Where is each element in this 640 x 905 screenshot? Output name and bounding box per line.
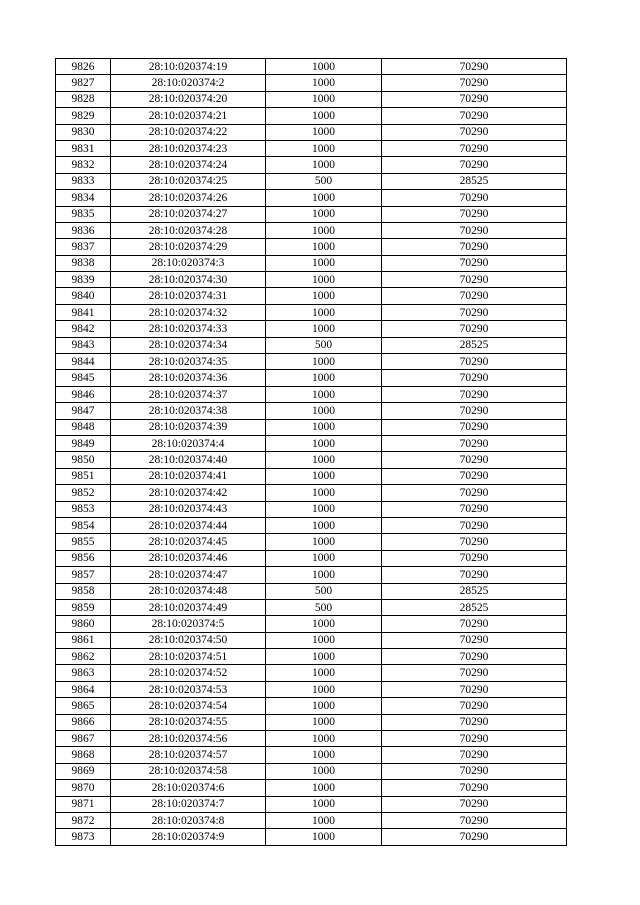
row-number-cell: 9826 xyxy=(56,59,111,75)
cadastral-number-cell: 28:10:020374:4 xyxy=(111,435,266,451)
area-cell: 1000 xyxy=(266,550,382,566)
area-cell: 1000 xyxy=(266,75,382,91)
value-cell: 70290 xyxy=(382,206,567,222)
area-cell: 1000 xyxy=(266,288,382,304)
area-cell: 1000 xyxy=(266,763,382,779)
area-cell: 1000 xyxy=(266,370,382,386)
row-number-cell: 9866 xyxy=(56,714,111,730)
area-cell: 1000 xyxy=(266,796,382,812)
cadastral-number-cell: 28:10:020374:40 xyxy=(111,452,266,468)
cadastral-number-cell: 28:10:020374:49 xyxy=(111,599,266,615)
area-cell: 1000 xyxy=(266,649,382,665)
table-row xyxy=(56,649,567,665)
value-cell: 70290 xyxy=(382,747,567,763)
table-row xyxy=(56,468,567,484)
area-cell: 1000 xyxy=(266,616,382,632)
cadastral-number-cell: 28:10:020374:20 xyxy=(111,91,266,107)
area-cell: 1000 xyxy=(266,190,382,206)
value-cell: 70290 xyxy=(382,108,567,124)
value-cell: 70290 xyxy=(382,403,567,419)
row-number-cell: 9831 xyxy=(56,140,111,156)
cadastral-number-cell: 28:10:020374:55 xyxy=(111,714,266,730)
row-number-cell: 9840 xyxy=(56,288,111,304)
row-number-cell: 9844 xyxy=(56,354,111,370)
table-row xyxy=(56,632,567,648)
area-cell: 1000 xyxy=(266,452,382,468)
area-cell: 1000 xyxy=(266,124,382,140)
table-row xyxy=(56,354,567,370)
value-cell: 70290 xyxy=(382,59,567,75)
area-cell: 1000 xyxy=(266,140,382,156)
cadastral-number-cell: 28:10:020374:42 xyxy=(111,485,266,501)
table-row xyxy=(56,698,567,714)
row-number-cell: 9841 xyxy=(56,304,111,320)
row-number-cell: 9843 xyxy=(56,337,111,353)
value-cell: 70290 xyxy=(382,222,567,238)
value-cell: 70290 xyxy=(382,435,567,451)
value-cell: 70290 xyxy=(382,780,567,796)
row-number-cell: 9832 xyxy=(56,157,111,173)
row-number-cell: 9852 xyxy=(56,485,111,501)
area-cell: 1000 xyxy=(266,780,382,796)
area-cell: 1000 xyxy=(266,304,382,320)
table-row xyxy=(56,485,567,501)
row-number-cell: 9850 xyxy=(56,452,111,468)
row-number-cell: 9833 xyxy=(56,173,111,189)
row-number-cell: 9827 xyxy=(56,75,111,91)
table-row xyxy=(56,206,567,222)
area-cell: 500 xyxy=(266,583,382,599)
cadastral-number-cell: 28:10:020374:41 xyxy=(111,468,266,484)
area-cell: 1000 xyxy=(266,501,382,517)
value-cell: 70290 xyxy=(382,452,567,468)
row-number-cell: 9870 xyxy=(56,780,111,796)
cadastral-number-cell: 28:10:020374:43 xyxy=(111,501,266,517)
area-cell: 1000 xyxy=(266,206,382,222)
table-row xyxy=(56,59,567,75)
row-number-cell: 9855 xyxy=(56,534,111,550)
area-cell: 1000 xyxy=(266,632,382,648)
cadastral-number-cell: 28:10:020374:51 xyxy=(111,649,266,665)
area-cell: 1000 xyxy=(266,812,382,828)
area-cell: 1000 xyxy=(266,468,382,484)
cadastral-number-cell: 28:10:020374:5 xyxy=(111,616,266,632)
cadastral-number-cell: 28:10:020374:25 xyxy=(111,173,266,189)
cadastral-number-cell: 28:10:020374:44 xyxy=(111,517,266,533)
value-cell: 28525 xyxy=(382,337,567,353)
area-cell: 1000 xyxy=(266,91,382,107)
area-cell: 500 xyxy=(266,337,382,353)
value-cell: 70290 xyxy=(382,124,567,140)
cadastral-number-cell: 28:10:020374:32 xyxy=(111,304,266,320)
value-cell: 70290 xyxy=(382,288,567,304)
row-number-cell: 9835 xyxy=(56,206,111,222)
table-row xyxy=(56,337,567,353)
value-cell: 70290 xyxy=(382,419,567,435)
value-cell: 70290 xyxy=(382,829,567,845)
row-number-cell: 9847 xyxy=(56,403,111,419)
value-cell: 70290 xyxy=(382,534,567,550)
row-number-cell: 9846 xyxy=(56,386,111,402)
area-cell: 1000 xyxy=(266,485,382,501)
value-cell: 70290 xyxy=(382,91,567,107)
table-row xyxy=(56,829,567,845)
area-cell: 1000 xyxy=(266,567,382,583)
value-cell: 70290 xyxy=(382,255,567,271)
cadastral-number-cell: 28:10:020374:9 xyxy=(111,829,266,845)
area-cell: 1000 xyxy=(266,534,382,550)
row-number-cell: 9871 xyxy=(56,796,111,812)
table-row xyxy=(56,550,567,566)
row-number-cell: 9867 xyxy=(56,731,111,747)
table-row xyxy=(56,517,567,533)
area-cell: 1000 xyxy=(266,698,382,714)
area-cell: 1000 xyxy=(266,665,382,681)
cadastral-number-cell: 28:10:020374:50 xyxy=(111,632,266,648)
table-row xyxy=(56,681,567,697)
value-cell: 70290 xyxy=(382,485,567,501)
cadastral-number-cell: 28:10:020374:2 xyxy=(111,75,266,91)
row-number-cell: 9845 xyxy=(56,370,111,386)
row-number-cell: 9834 xyxy=(56,190,111,206)
row-number-cell: 9839 xyxy=(56,272,111,288)
row-number-cell: 9864 xyxy=(56,681,111,697)
value-cell: 70290 xyxy=(382,140,567,156)
cadastral-number-cell: 28:10:020374:30 xyxy=(111,272,266,288)
cadastral-number-cell: 28:10:020374:33 xyxy=(111,321,266,337)
cadastral-number-cell: 28:10:020374:48 xyxy=(111,583,266,599)
cadastral-number-cell: 28:10:020374:47 xyxy=(111,567,266,583)
area-cell: 1000 xyxy=(266,321,382,337)
cadastral-number-cell: 28:10:020374:29 xyxy=(111,239,266,255)
table-row xyxy=(56,288,567,304)
area-cell: 1000 xyxy=(266,108,382,124)
table-body xyxy=(56,59,567,846)
table-row xyxy=(56,714,567,730)
value-cell: 70290 xyxy=(382,567,567,583)
area-cell: 1000 xyxy=(266,403,382,419)
area-cell: 1000 xyxy=(266,386,382,402)
cadastral-number-cell: 28:10:020374:27 xyxy=(111,206,266,222)
table-row xyxy=(56,255,567,271)
cadastral-number-cell: 28:10:020374:53 xyxy=(111,681,266,697)
value-cell: 70290 xyxy=(382,812,567,828)
cadastral-number-cell: 28:10:020374:21 xyxy=(111,108,266,124)
table-row xyxy=(56,534,567,550)
table-row xyxy=(56,452,567,468)
table-row xyxy=(56,763,567,779)
area-cell: 1000 xyxy=(266,435,382,451)
area-cell: 1000 xyxy=(266,157,382,173)
row-number-cell: 9848 xyxy=(56,419,111,435)
cadastral-number-cell: 28:10:020374:23 xyxy=(111,140,266,156)
table-row xyxy=(56,173,567,189)
row-number-cell: 9861 xyxy=(56,632,111,648)
cadastral-number-cell: 28:10:020374:19 xyxy=(111,59,266,75)
cadastral-number-cell: 28:10:020374:58 xyxy=(111,763,266,779)
value-cell: 28525 xyxy=(382,583,567,599)
table-row xyxy=(56,321,567,337)
row-number-cell: 9872 xyxy=(56,812,111,828)
table-row xyxy=(56,108,567,124)
table-row xyxy=(56,747,567,763)
row-number-cell: 9856 xyxy=(56,550,111,566)
value-cell: 70290 xyxy=(382,698,567,714)
cadastral-number-cell: 28:10:020374:3 xyxy=(111,255,266,271)
cadastral-number-cell: 28:10:020374:28 xyxy=(111,222,266,238)
table-row xyxy=(56,501,567,517)
row-number-cell: 9842 xyxy=(56,321,111,337)
value-cell: 70290 xyxy=(382,370,567,386)
area-cell: 1000 xyxy=(266,272,382,288)
area-cell: 1000 xyxy=(266,829,382,845)
table-row xyxy=(56,124,567,140)
value-cell: 70290 xyxy=(382,239,567,255)
value-cell: 70290 xyxy=(382,763,567,779)
area-cell: 1000 xyxy=(266,747,382,763)
row-number-cell: 9868 xyxy=(56,747,111,763)
value-cell: 70290 xyxy=(382,681,567,697)
table-row xyxy=(56,665,567,681)
cadastral-number-cell: 28:10:020374:54 xyxy=(111,698,266,714)
cadastral-number-cell: 28:10:020374:26 xyxy=(111,190,266,206)
row-number-cell: 9873 xyxy=(56,829,111,845)
table-row xyxy=(56,780,567,796)
area-cell: 500 xyxy=(266,599,382,615)
row-number-cell: 9830 xyxy=(56,124,111,140)
value-cell: 70290 xyxy=(382,190,567,206)
row-number-cell: 9869 xyxy=(56,763,111,779)
value-cell: 70290 xyxy=(382,304,567,320)
table-row xyxy=(56,731,567,747)
row-number-cell: 9857 xyxy=(56,567,111,583)
row-number-cell: 9862 xyxy=(56,649,111,665)
table-row xyxy=(56,812,567,828)
table-row xyxy=(56,435,567,451)
area-cell: 1000 xyxy=(266,419,382,435)
area-cell: 1000 xyxy=(266,239,382,255)
cadastral-number-cell: 28:10:020374:52 xyxy=(111,665,266,681)
table-row xyxy=(56,419,567,435)
table-row xyxy=(56,567,567,583)
table-row xyxy=(56,386,567,402)
value-cell: 70290 xyxy=(382,550,567,566)
value-cell: 28525 xyxy=(382,173,567,189)
cadastral-number-cell: 28:10:020374:37 xyxy=(111,386,266,402)
cadastral-number-cell: 28:10:020374:36 xyxy=(111,370,266,386)
row-number-cell: 9837 xyxy=(56,239,111,255)
table-row xyxy=(56,75,567,91)
row-number-cell: 9836 xyxy=(56,222,111,238)
cadastral-number-cell: 28:10:020374:8 xyxy=(111,812,266,828)
cadastral-number-cell: 28:10:020374:24 xyxy=(111,157,266,173)
value-cell: 70290 xyxy=(382,796,567,812)
value-cell: 70290 xyxy=(382,731,567,747)
table-row xyxy=(56,222,567,238)
value-cell: 70290 xyxy=(382,714,567,730)
value-cell: 70290 xyxy=(382,517,567,533)
table-row xyxy=(56,403,567,419)
row-number-cell: 9838 xyxy=(56,255,111,271)
table-row xyxy=(56,599,567,615)
cadastral-number-cell: 28:10:020374:38 xyxy=(111,403,266,419)
row-number-cell: 9854 xyxy=(56,517,111,533)
value-cell: 70290 xyxy=(382,616,567,632)
cadastral-number-cell: 28:10:020374:34 xyxy=(111,337,266,353)
table-row xyxy=(56,370,567,386)
data-table xyxy=(55,58,567,846)
table-row xyxy=(56,91,567,107)
row-number-cell: 9853 xyxy=(56,501,111,517)
area-cell: 1000 xyxy=(266,354,382,370)
value-cell: 70290 xyxy=(382,501,567,517)
value-cell: 70290 xyxy=(382,386,567,402)
area-cell: 500 xyxy=(266,173,382,189)
value-cell: 70290 xyxy=(382,157,567,173)
row-number-cell: 9858 xyxy=(56,583,111,599)
area-cell: 1000 xyxy=(266,517,382,533)
area-cell: 1000 xyxy=(266,255,382,271)
table-row xyxy=(56,190,567,206)
row-number-cell: 9865 xyxy=(56,698,111,714)
row-number-cell: 9863 xyxy=(56,665,111,681)
cadastral-number-cell: 28:10:020374:31 xyxy=(111,288,266,304)
row-number-cell: 9828 xyxy=(56,91,111,107)
table-row xyxy=(56,140,567,156)
value-cell: 70290 xyxy=(382,272,567,288)
cadastral-number-cell: 28:10:020374:35 xyxy=(111,354,266,370)
value-cell: 70290 xyxy=(382,665,567,681)
cadastral-number-cell: 28:10:020374:56 xyxy=(111,731,266,747)
table-row xyxy=(56,583,567,599)
cadastral-number-cell: 28:10:020374:57 xyxy=(111,747,266,763)
area-cell: 1000 xyxy=(266,714,382,730)
table-row xyxy=(56,239,567,255)
cadastral-number-cell: 28:10:020374:46 xyxy=(111,550,266,566)
value-cell: 28525 xyxy=(382,599,567,615)
cadastral-number-cell: 28:10:020374:45 xyxy=(111,534,266,550)
area-cell: 1000 xyxy=(266,731,382,747)
row-number-cell: 9849 xyxy=(56,435,111,451)
area-cell: 1000 xyxy=(266,59,382,75)
table-row xyxy=(56,304,567,320)
value-cell: 70290 xyxy=(382,354,567,370)
table-row xyxy=(56,796,567,812)
table-row xyxy=(56,272,567,288)
cadastral-number-cell: 28:10:020374:22 xyxy=(111,124,266,140)
value-cell: 70290 xyxy=(382,468,567,484)
table-row xyxy=(56,157,567,173)
cadastral-number-cell: 28:10:020374:39 xyxy=(111,419,266,435)
row-number-cell: 9859 xyxy=(56,599,111,615)
value-cell: 70290 xyxy=(382,321,567,337)
value-cell: 70290 xyxy=(382,632,567,648)
value-cell: 70290 xyxy=(382,649,567,665)
cadastral-number-cell: 28:10:020374:7 xyxy=(111,796,266,812)
area-cell: 1000 xyxy=(266,222,382,238)
row-number-cell: 9851 xyxy=(56,468,111,484)
value-cell: 70290 xyxy=(382,75,567,91)
table-row xyxy=(56,616,567,632)
cadastral-number-cell: 28:10:020374:6 xyxy=(111,780,266,796)
row-number-cell: 9829 xyxy=(56,108,111,124)
row-number-cell: 9860 xyxy=(56,616,111,632)
area-cell: 1000 xyxy=(266,681,382,697)
